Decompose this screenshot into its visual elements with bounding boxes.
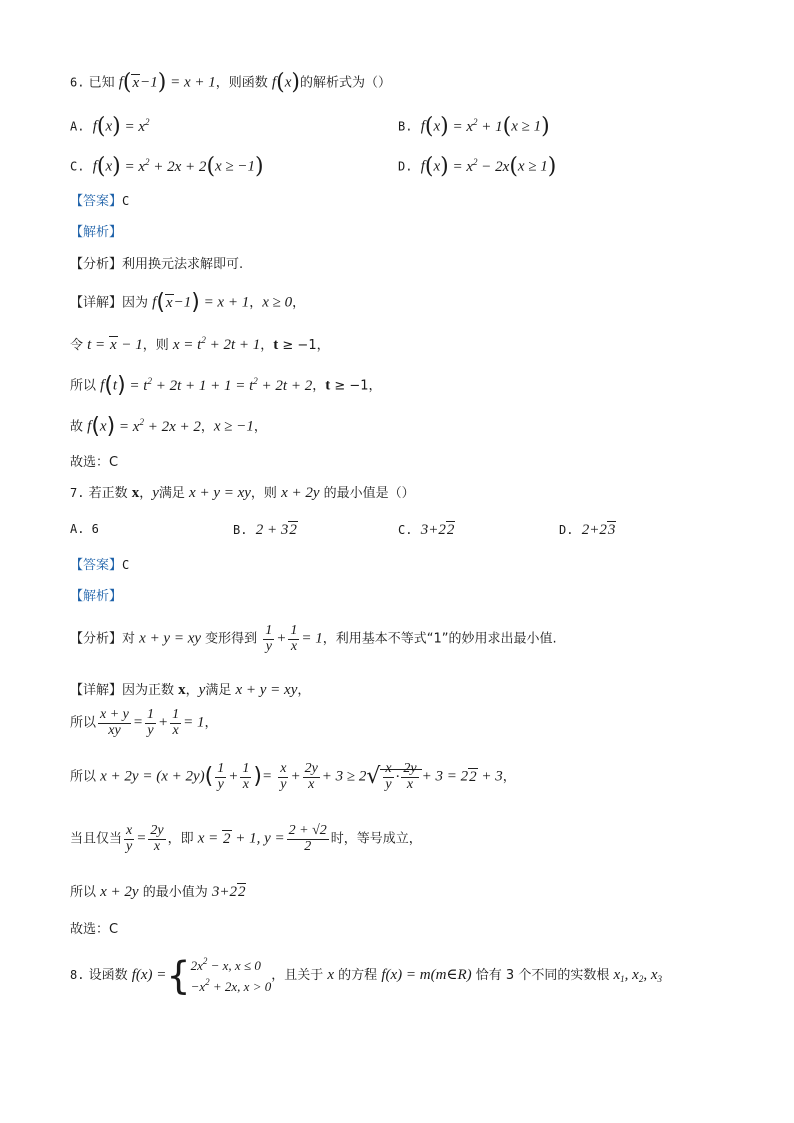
q7-fenxi: 【分析】对 x + y = xy 变形得到 $\frac{1}{y}$ + $\frac{1}{x}$ = 1，利用基本不等式“1”的妙用求出最小值. — [70, 623, 557, 654]
q7-stem: 7. 若正数 x，y满足 x + y = xy，则 x + 2y 的最小值是（） — [70, 485, 415, 501]
q6-option-d: D. $f(x) = x^2 - 2x(x \ge 1)$ — [398, 154, 557, 179]
q7-option-d: D. 2+23 — [559, 522, 616, 538]
fenxi-text: 利用换元法求解即可. — [122, 257, 244, 272]
detail-tag: 【详解】 — [70, 683, 123, 698]
q6-fenxi — [70, 258, 243, 271]
fenxi-tag: 【分析】 — [70, 631, 123, 647]
q6-option-c: C. $f(x) = x^2 + 2x + 2(x \ge -1)$ — [70, 154, 264, 179]
q7-detail-4: 当且仅当 $\frac{x}{y}$ = $\frac{2y}{x}$ ，即 x = 2 + 1, y = $\frac{2 + √2}{2}$ 时，等号成立， — [70, 823, 422, 854]
fenxi-tag: 【分析】 — [70, 257, 123, 272]
q8-stem: 8. 设函数 f(x) ={ $2x^2 - x$, x ≤ 0 $-x^2 + 2x$, x > 0 ，且关于 x 的方程 f(x) = m(m∈R) 恰有 3 个不同的实数根 $x_1$, $x_2$, $x_3$ — [70, 953, 662, 998]
q6-detail-3: 所以 $f(t) = t^2 + 2t + 1 + 1 = t^2 + 2t + 2$，t ≥ −1， — [70, 373, 382, 398]
q7-option-b: B. 2 + 32 — [233, 522, 297, 538]
detail-tag: 【详解】 — [70, 295, 123, 311]
answer-value: C — [122, 194, 130, 208]
q7-detail-5: 所以 x + 2y 的最小值为 3+22 — [70, 884, 246, 900]
q6-detail-2: 令 t = x − 1，则 $x = t^2 + 2t + 1$，t ≥ −1， — [70, 335, 330, 353]
q6-choose: 故选：C — [70, 455, 119, 470]
q7-detail-3: 所以 x + 2y = (x + 2y)( $\frac{1}{y}$ + $\frac{1}{x}$ )= $\frac{x}{y}$ + $\frac{2y}{x}$ + 3 ≥ 2√ $\frac{x}{y}$ · $\frac{2y}{x}$ + 3 = 22 + 3， — [70, 761, 516, 792]
q6-analysis-tag: 【解析】 — [70, 225, 123, 240]
answer-tag: 【答案】 — [70, 194, 123, 209]
q6-option-a: A. $f(x) = x^2$ — [70, 114, 150, 139]
q7-analysis-tag: 【解析】 — [70, 589, 123, 604]
q6-option-b: B. $f(x) = x^2 + 1(x \ge 1)$ — [398, 114, 550, 139]
q6-detail-4: 故 $f(x) = x^2 + 2x + 2$，x ≥ −1， — [70, 414, 267, 439]
answer-value: C — [122, 558, 130, 572]
q7-detail-1: 【详解】因为正数 x，y满足 x + y = xy， — [70, 682, 311, 698]
q6-stem: 6. 已知 f(x−1) = x + 1，则函数 f(x)的解析式为（） — [70, 70, 391, 95]
q7-answer — [70, 559, 129, 572]
q6-detail-1: 【详解】因为 f(x−1) = x + 1，x ≥ 0， — [70, 290, 306, 315]
q7-detail-2: 所以 $\frac{x + y}{xy}$ = $\frac{1}{y}$ + $\frac{1}{x}$ = 1， — [70, 707, 218, 738]
q7-choose: 故选：C — [70, 922, 119, 937]
q7-option-a: A. 6 — [70, 522, 99, 536]
q6-answer — [70, 195, 129, 208]
answer-tag: 【答案】 — [70, 558, 123, 573]
q7-option-c: C. 3+22 — [398, 522, 455, 538]
